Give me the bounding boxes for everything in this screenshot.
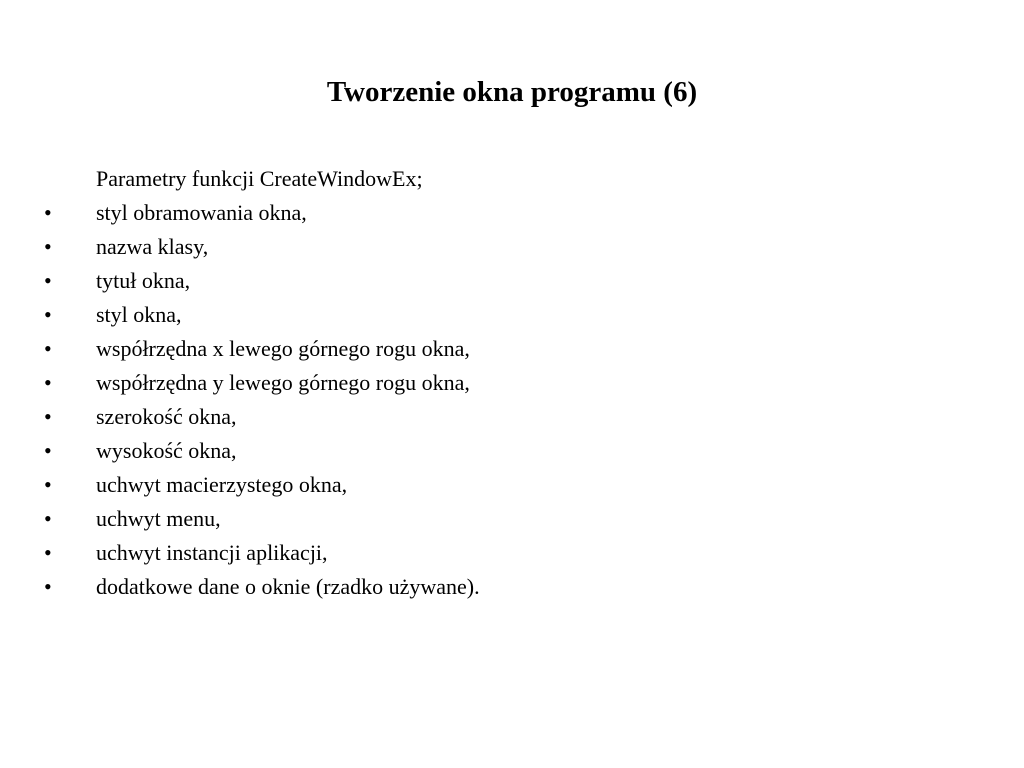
- bullet-icon: •: [44, 404, 52, 429]
- bullet-icon: •: [44, 302, 52, 327]
- bullet-icon: •: [44, 574, 52, 599]
- intro-text: Parametry funkcji CreateWindowEx;: [96, 166, 423, 191]
- list-item-text: współrzędna x lewego górnego rogu okna,: [96, 336, 470, 361]
- bullet-icon: •: [44, 336, 52, 361]
- bullet-icon: •: [44, 506, 52, 531]
- bullet-icon: •: [44, 234, 52, 259]
- list-item-text: nazwa klasy,: [96, 234, 209, 259]
- list-item-text: szerokość okna,: [96, 404, 237, 429]
- list-item-text: uchwyt macierzystego okna,: [96, 472, 348, 497]
- slide-title: Tworzenie okna programu (6): [326, 76, 698, 108]
- bullet-icon: •: [44, 268, 52, 293]
- list-item-text: styl okna,: [96, 302, 182, 327]
- bullet-icon: •: [44, 438, 52, 463]
- list-item-text: styl obramowania okna,: [96, 200, 307, 225]
- list-item-text: wysokość okna,: [96, 438, 237, 463]
- list-item-text: uchwyt instancji aplikacji,: [96, 540, 328, 565]
- bullet-icon: •: [44, 370, 52, 395]
- list-item-text: uchwyt menu,: [96, 506, 221, 531]
- bullet-icon: •: [44, 472, 52, 497]
- list-item-text: tytuł okna,: [96, 268, 191, 293]
- bullet-icon: •: [44, 540, 52, 565]
- list-item-text: współrzędna y lewego górnego rogu okna,: [96, 370, 470, 395]
- list-item-text: dodatkowe dane o oknie (rzadko używane).: [96, 574, 480, 599]
- bullet-icon: •: [44, 200, 52, 225]
